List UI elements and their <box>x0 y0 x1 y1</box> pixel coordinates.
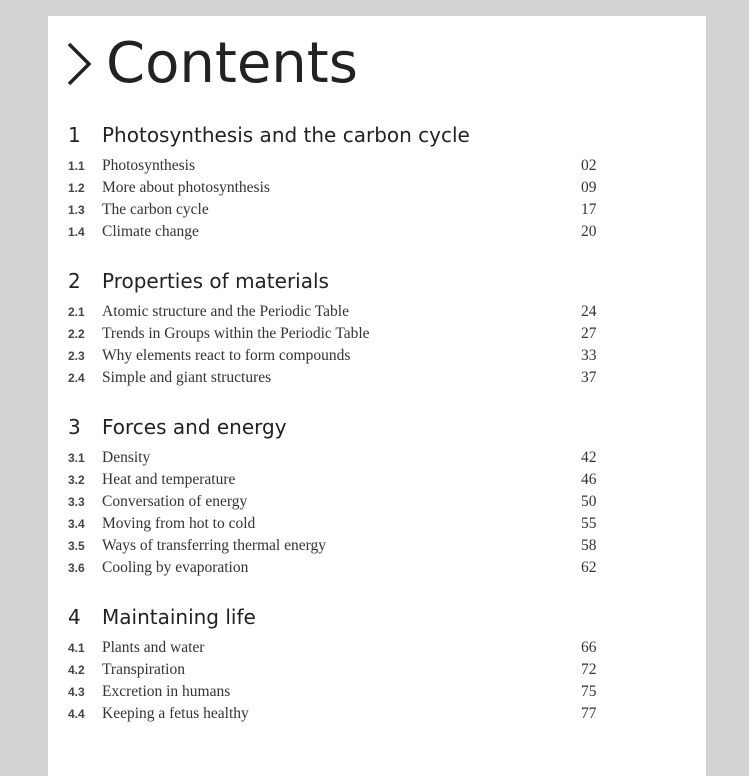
document-page <box>48 16 706 776</box>
page-title <box>66 24 358 104</box>
entry-title: Density <box>102 449 151 466</box>
entry-title: Plants and water <box>102 639 205 656</box>
entry-title: More about photosynthesis <box>102 179 270 196</box>
toc-entry[interactable] <box>68 177 597 199</box>
entry-number: 1.4 <box>68 225 85 239</box>
toc-entry[interactable] <box>68 513 597 535</box>
entry-title: Climate change <box>102 223 199 240</box>
toc-entry[interactable] <box>68 447 597 469</box>
entry-title: Ways of transferring thermal energy <box>102 537 326 554</box>
entry-number: 3.1 <box>68 451 85 465</box>
section-heading[interactable] <box>68 120 588 150</box>
entry-page: 62 <box>581 559 597 576</box>
entry-page: 27 <box>581 325 597 342</box>
toc-entry[interactable] <box>68 659 597 681</box>
entry-number: 3.5 <box>68 539 85 553</box>
toc-entry[interactable] <box>68 557 597 579</box>
section-title: Photosynthesis and the carbon cycle <box>102 123 470 147</box>
entry-page: 42 <box>581 449 597 466</box>
section-number: 2 <box>68 269 81 293</box>
entry-title: Trends in Groups within the Periodic Table <box>102 325 370 342</box>
entry-page: 09 <box>581 179 597 196</box>
entry-page: 50 <box>581 493 597 510</box>
toc-section <box>68 120 597 243</box>
entry-title: Moving from hot to cold <box>102 515 256 532</box>
section-number: 4 <box>68 605 81 629</box>
section-number: 1 <box>68 123 81 147</box>
entry-page: 75 <box>581 683 597 700</box>
entry-page: 58 <box>581 537 597 554</box>
toc-entry[interactable] <box>68 681 597 703</box>
entry-number: 2.2 <box>68 327 85 341</box>
entry-page: 55 <box>581 515 597 532</box>
entry-page: 37 <box>581 369 597 386</box>
chevron-right-icon <box>66 41 92 87</box>
entry-title: Heat and temperature <box>102 471 236 488</box>
entry-page: 17 <box>581 201 597 218</box>
entry-number: 3.2 <box>68 473 85 487</box>
entry-number: 3.4 <box>68 517 85 531</box>
entry-page: 33 <box>581 347 597 364</box>
toc-entry[interactable] <box>68 535 597 557</box>
entry-title: Simple and giant structures <box>102 369 272 386</box>
entry-number: 1.3 <box>68 203 85 217</box>
toc-entry[interactable] <box>68 199 597 221</box>
toc-entry[interactable] <box>68 491 597 513</box>
entry-number: 2.3 <box>68 349 85 363</box>
entry-title: Keeping a fetus healthy <box>102 705 249 722</box>
section-title: Forces and energy <box>102 415 287 439</box>
entry-number: 4.2 <box>68 663 85 677</box>
entry-page: 02 <box>581 157 597 174</box>
toc-entry[interactable] <box>68 367 597 389</box>
entry-page: 24 <box>581 303 597 320</box>
entry-page: 72 <box>581 661 597 678</box>
entry-page: 20 <box>581 223 597 240</box>
section-heading[interactable] <box>68 266 588 296</box>
toc-entry[interactable] <box>68 221 597 243</box>
entry-number: 2.1 <box>68 305 85 319</box>
entry-number: 1.2 <box>68 181 85 195</box>
toc-section <box>68 266 597 389</box>
table-of-contents <box>68 120 597 725</box>
toc-entry[interactable] <box>68 301 597 323</box>
entry-number: 3.6 <box>68 561 85 575</box>
toc-section <box>68 412 597 579</box>
toc-entry[interactable] <box>68 155 597 177</box>
title-text: Contents <box>106 31 358 96</box>
entry-title: Why elements react to form compounds <box>102 347 351 364</box>
entry-number: 3.3 <box>68 495 85 509</box>
toc-entry[interactable] <box>68 469 597 491</box>
entry-title: Conversation of energy <box>102 493 248 510</box>
entry-page: 66 <box>581 639 597 656</box>
entry-title: Cooling by evaporation <box>102 559 249 576</box>
entry-title: Transpiration <box>102 661 185 678</box>
entry-title: Excretion in humans <box>102 683 231 700</box>
entry-number: 1.1 <box>68 159 85 173</box>
entry-number: 4.4 <box>68 707 85 721</box>
entry-number: 2.4 <box>68 371 85 385</box>
toc-entry[interactable] <box>68 637 597 659</box>
section-title: Properties of materials <box>102 269 329 293</box>
toc-entry[interactable] <box>68 345 597 367</box>
entry-page: 77 <box>581 705 597 722</box>
section-number: 3 <box>68 415 81 439</box>
entry-number: 4.3 <box>68 685 85 699</box>
section-title: Maintaining life <box>102 605 256 629</box>
entry-title: Atomic structure and the Periodic Table <box>102 303 349 320</box>
entry-title: The carbon cycle <box>102 201 209 218</box>
entry-title: Photosynthesis <box>102 157 196 174</box>
toc-entry[interactable] <box>68 703 597 725</box>
toc-section <box>68 602 597 725</box>
section-heading[interactable] <box>68 412 588 442</box>
section-heading[interactable] <box>68 602 588 632</box>
toc-entry[interactable] <box>68 323 597 345</box>
entry-number: 4.1 <box>68 641 85 655</box>
entry-page: 46 <box>581 471 597 488</box>
